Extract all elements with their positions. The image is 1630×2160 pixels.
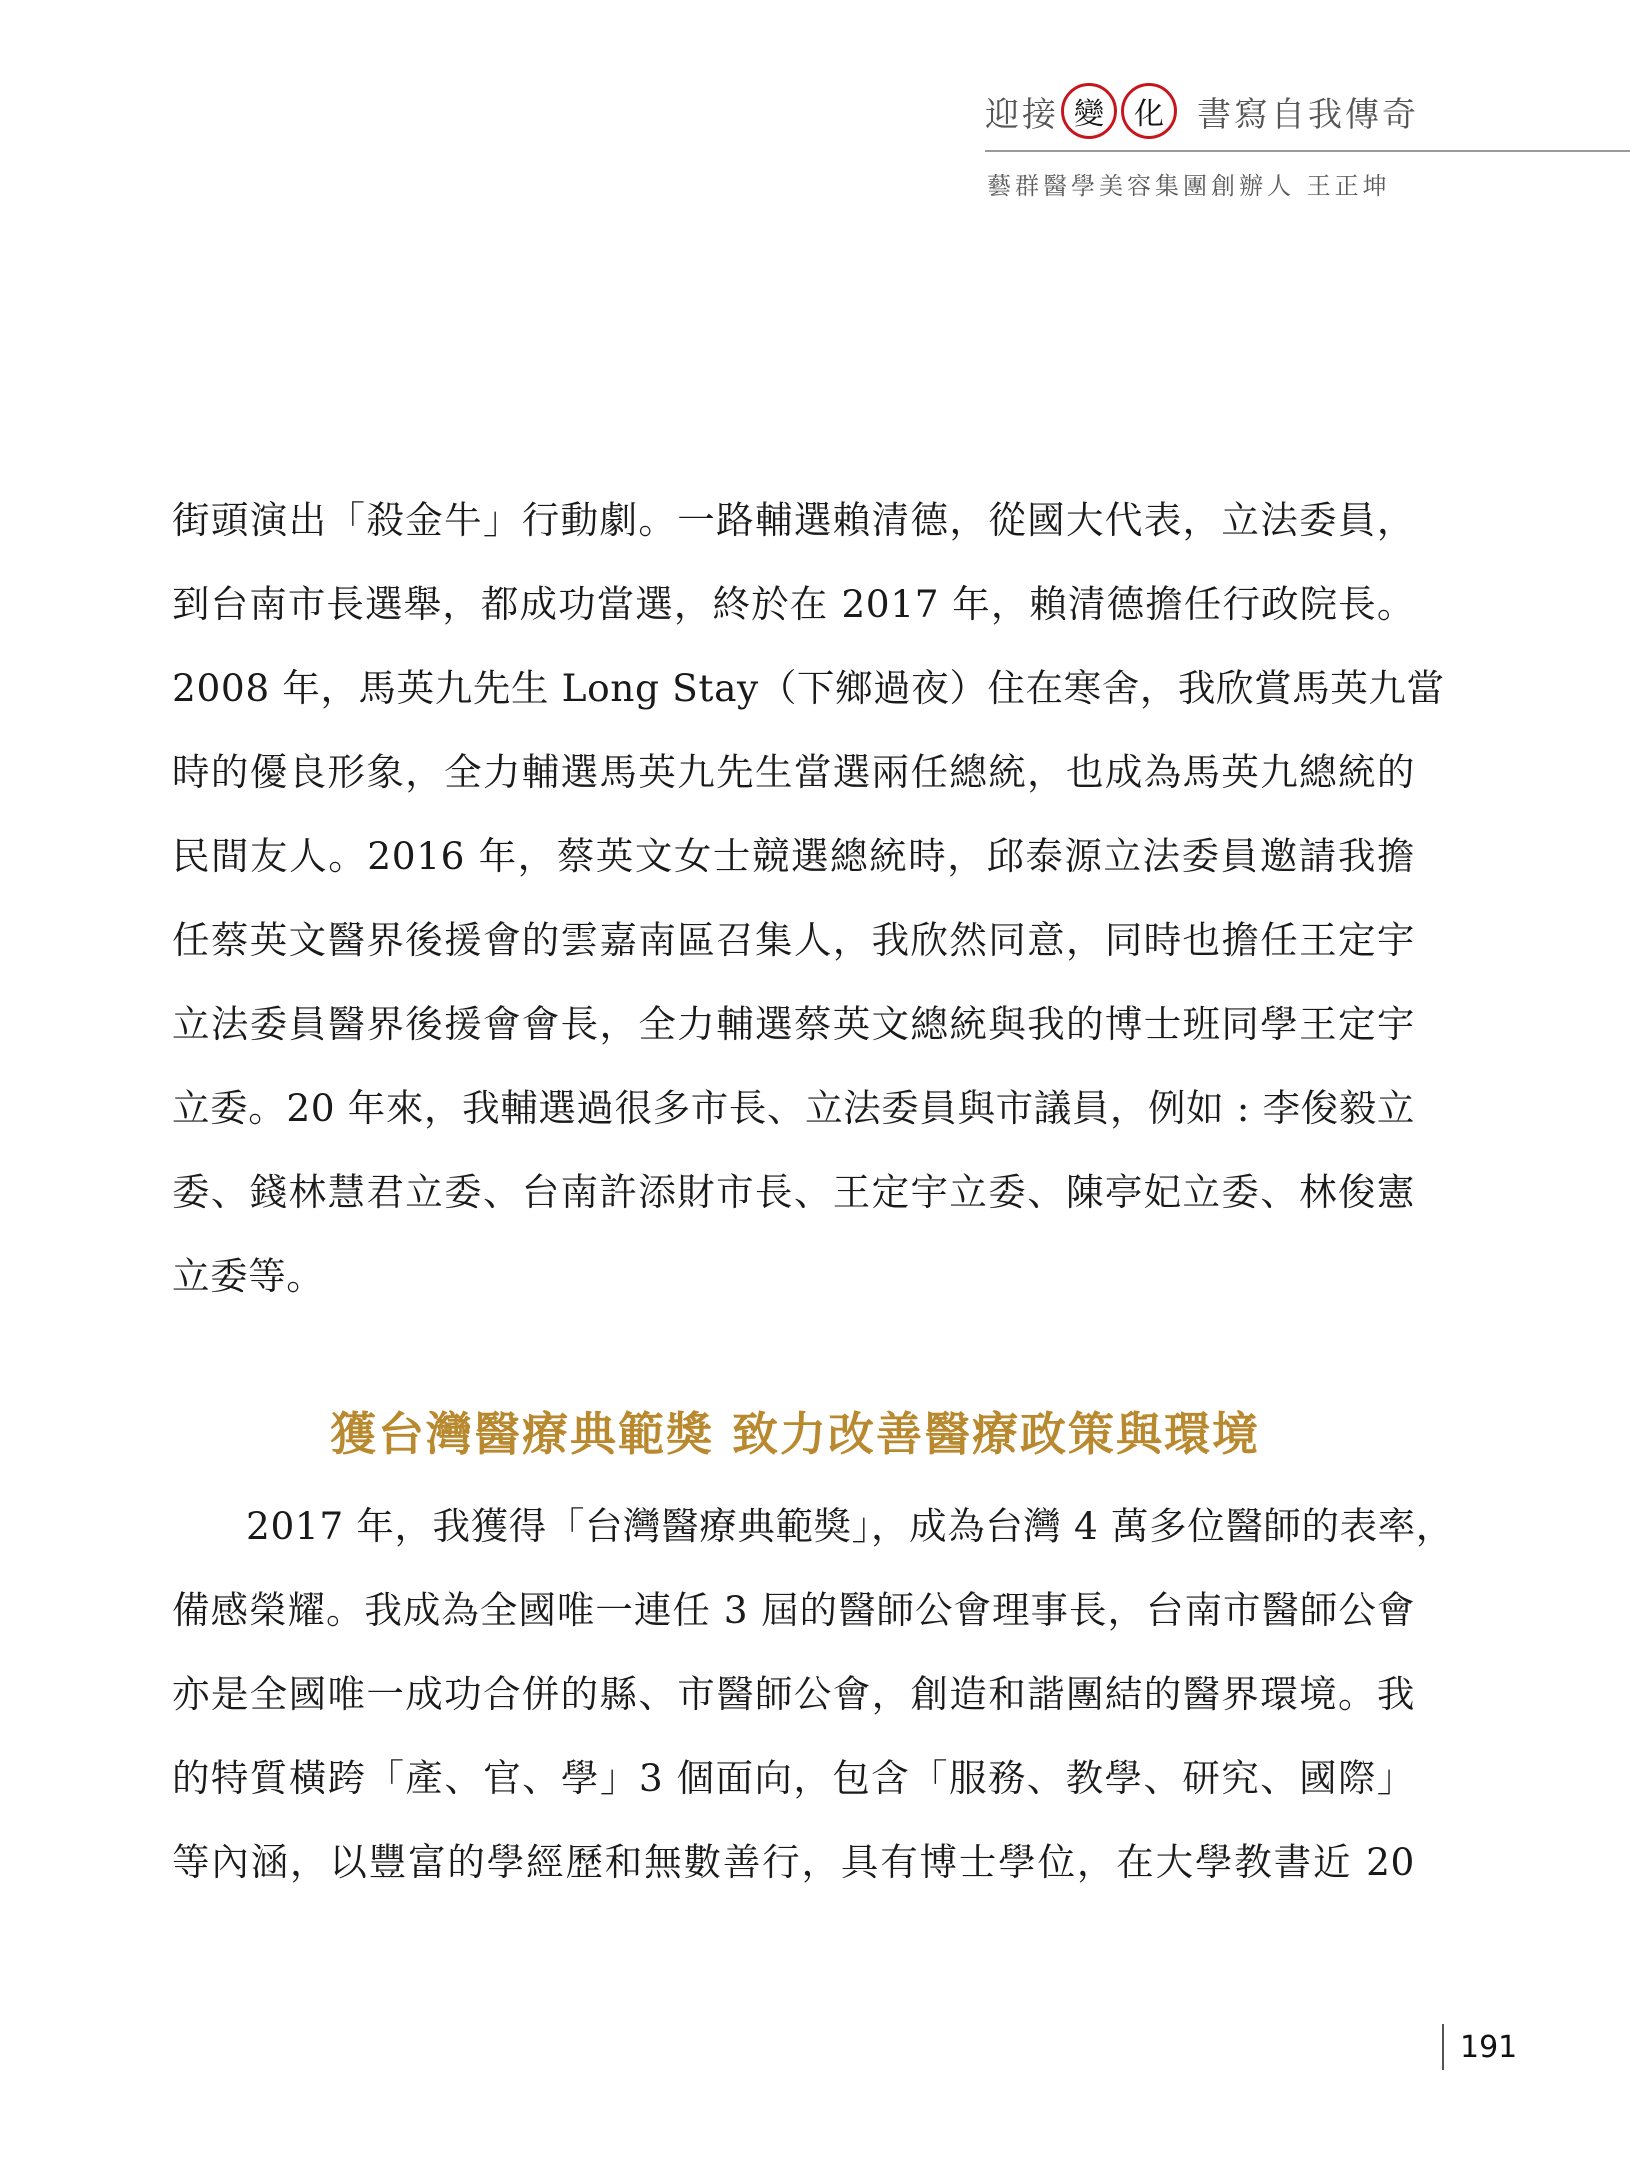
text-line: 亦是全國唯一成功合併的縣、市醫師公會，創造和諧團結的醫界環境。我 — [172, 1672, 1415, 1716]
text-line: 的特質橫跨「產、官、學」3 個面向，包含「服務、教學、研究、國際」 — [172, 1756, 1415, 1800]
text-line: 民間友人。2016 年，蔡英文女士競選總統時，邱泰源立法委員邀請我擔 — [172, 834, 1415, 878]
text-line: 立法委員醫界後援會會長，全力輔選蔡英文總統與我的博士班同學王定宇 — [172, 1002, 1415, 1046]
text-line: 立委。20 年來，我輔選過很多市長、立法委員與市議員，例如 : 李俊毅立 — [172, 1086, 1415, 1130]
text-line: 時的優良形象，全力輔選馬英九先生當選兩任總統，也成為馬英九總統的 — [172, 750, 1415, 794]
seal-character-1: 變 — [1061, 83, 1117, 139]
text-line: 到台南市長選舉，都成功當選，終於在 2017 年，賴清德擔任行政院長。 — [172, 582, 1415, 626]
text-line: 委、錢林慧君立委、台南許添財市長、王定宇立委、陳亭妃立委、林俊憲 — [172, 1170, 1415, 1214]
book-title-suffix: 書寫自我傳奇 — [1197, 94, 1419, 135]
text-line: 備感榮耀。我成為全國唯一連任 3 屆的醫師公會理事長，台南市醫師公會 — [172, 1588, 1415, 1632]
seal-character-2: 化 — [1121, 83, 1177, 139]
text-line: 2008 年，馬英九先生 Long Stay（下鄉過夜）住在寒舍，我欣賞馬英九當 — [172, 666, 1445, 710]
page-number: 191 — [1460, 2030, 1518, 2065]
text-line: 任蔡英文醫界後援會的雲嘉南區召集人，我欣然同意，同時也擔任王定宇 — [172, 918, 1415, 962]
text-line: 2017 年，我獲得「台灣醫療典範獎」，成為台灣 4 萬多位醫師的表率， — [246, 1504, 1454, 1548]
running-header — [985, 82, 1630, 202]
folio-divider — [1442, 2024, 1444, 2070]
header-divider — [985, 150, 1630, 152]
text-line: 等內涵，以豐富的學經歷和無數善行，具有博士學位，在大學教書近 20 — [172, 1840, 1415, 1884]
book-title-prefix: 迎接 — [985, 94, 1059, 135]
section-heading: 獲台灣醫療典範獎 致力改善醫療政策與環境 — [329, 1407, 1260, 1461]
text-line: 立委等。 — [172, 1254, 325, 1298]
book-title — [985, 82, 1419, 140]
text-line: 街頭演出「殺金牛」行動劇。一路輔選賴清德，從國大代表，立法委員， — [172, 498, 1415, 542]
author-subtitle: 藝群醫學美容集團創辦人 王正坤 — [987, 172, 1391, 200]
